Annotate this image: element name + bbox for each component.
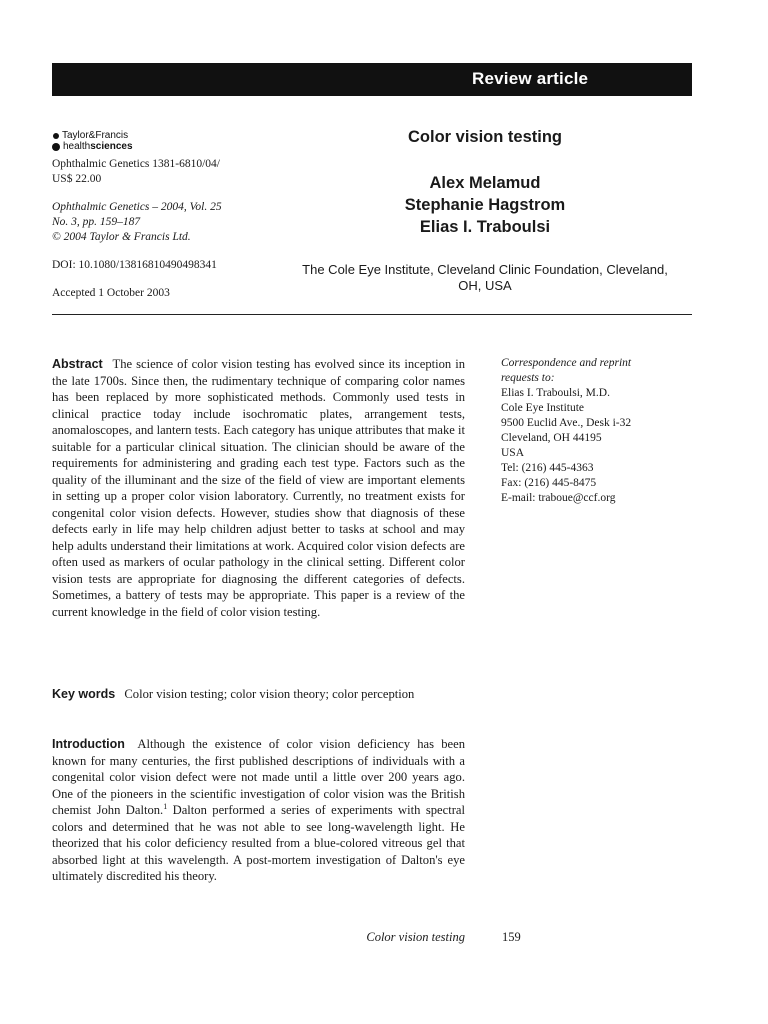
abstract-section [52,356,465,620]
author: Stephanie Hagstrom [404,196,566,214]
introduction-section [52,736,465,885]
keywords-heading: Key words [52,687,116,701]
page-number: 159 [502,930,521,944]
running-title: Color vision testing [366,930,465,944]
keywords-section [52,686,465,703]
author-list [350,172,620,238]
correspondence-fax: Fax: (216) 445-8475 [501,477,597,489]
introduction-text-continued: Dalton performed a series of experiments with spectral colors and determined that he was not able to see long-wavelength light. He theorized that his color deficiency resulted from a blue-colored vitreous gel that absorbed light at this wavelength. A post-mortem investigation of Dalton's eye ultimately discredited his theory. [52,803,466,883]
journal-citation: Ophthalmic Genetics – 2004, Vol. 25 No. 3, pp. 159–187 © 2004 Taylor & Francis Ltd. [52,201,222,243]
article-type-banner [52,63,692,96]
introduction-heading: Introduction [52,737,125,751]
publisher-name: Taylor&Francis [62,130,129,141]
correspondence-email: E-mail: traboue@ccf.org [501,492,616,504]
publisher-imprint-suffix: sciences [90,141,133,152]
abstract-text: The science of color vision testing has evolved since its inception in the late 1700s. Since then, the rudimentary technique of comparing color names has been replaced by more sophisticated methods. Commonly used tests in clinical practice today include isochromatic plates, arrangement tests, anomaloscopes, and lantern tests. Each category has unique attributes that make it suitable for a particular clinical situation. The clinician should be aware of the requirements for administering and grading each test type. Factors such as the quality of the illuminant and the size of the field of view are important elements in setting up a proper color vision laboratory. Currently, no treatment exists for congenital color vision defects. However, studies show that diagnosis of these defects early in life may help children adjust better to tasks at school and may help adults understand their limitations at work. Acquired color vision defects are often used as markers of ocular pathology in the clinical setting. Different color vision tests are appropriate for diagnosing the different categories of defects. Sometimes, a battery of tests may be appropriate. This paper is a review of the current knowledge in the field of color vision testing. [52,357,466,619]
keywords-text: Color vision testing; color vision theory; color perception [124,687,415,701]
correspondence-tel: Tel: (216) 445-4363 [501,462,594,474]
reference-marker: 1 [163,801,168,811]
introduction-text: Although the existence of color vision deficiency has been known for many centuries, the first published descriptions of individuals with a congenital color vision defect were not made until a little over 200 years ago. One of the pioneers in the scientific investigation of color vision was the British chemist John Dalton. [52,737,465,817]
doi: DOI: 10.1080/13816810490498341 [52,259,217,271]
abstract-heading: Abstract [52,357,103,371]
publisher-imprint-prefix: health [63,141,91,152]
author: Elias I. Traboulsi [419,218,551,236]
accepted-date: Accepted 1 October 2003 [52,287,170,299]
publisher-logo [52,130,133,152]
author: Alex Melamud [429,174,541,192]
article-type-label: Review article [472,69,589,88]
publisher-mark-icon [53,133,59,139]
correspondence-block: Correspondence and reprint requests to: Elias I. Traboulsi, M.D. Cole Eye Institute 9500 Euclid Ave., Desk i-32 Cleveland, OH 44195 USA Tel: (216) 445-4363 Fax: (216) 445-8475 E-mail: traboue@ccf.org [501,356,691,506]
affiliation: The Cole Eye Institute, Cleveland Clinic Foundation, Cleveland, OH, USA [302,262,668,293]
correspondence-name: Elias I. Traboulsi, M.D. [501,387,610,399]
journal-issn: Ophthalmic Genetics 1381-6810/04/ US$ 22.00 [52,158,220,185]
health-sciences-mark-icon [52,143,60,151]
header-divider [52,314,692,315]
article-title: Color vision testing [407,128,562,146]
